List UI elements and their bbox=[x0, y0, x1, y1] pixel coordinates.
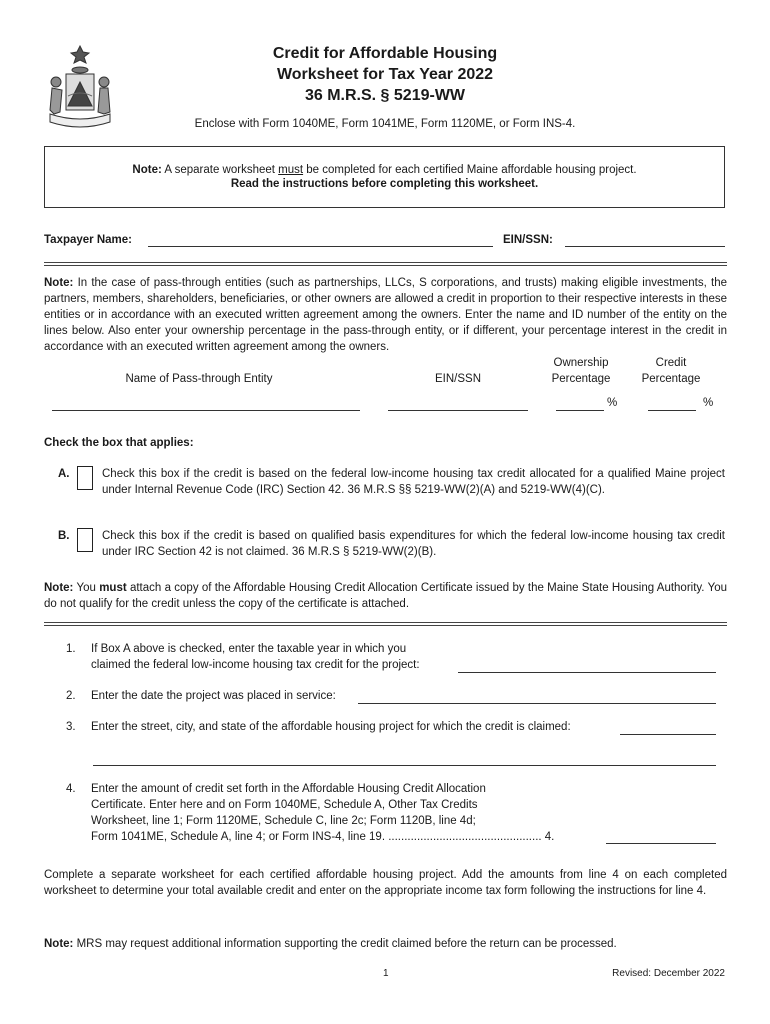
line-4-number: 4. bbox=[66, 783, 76, 795]
line-4-text-b: Certificate. Enter here and on Form 1040ME, Schedule A, Other Tax Credits bbox=[91, 799, 478, 811]
line-1-field[interactable] bbox=[458, 672, 716, 673]
credit-pct-sign: % bbox=[703, 397, 714, 409]
line-4-text-d: Form 1041ME, Schedule A, line 4; or Form INS-4, line 19. ................................................ 4. bbox=[91, 831, 555, 843]
line-1-text-b: claimed the federal low-income housing tax credit for the project: bbox=[91, 659, 420, 671]
box-b-label: B. bbox=[58, 530, 70, 542]
col-credit-2: Percentage bbox=[641, 373, 701, 385]
lines-divider bbox=[44, 622, 727, 626]
col-ownership-2: Percentage bbox=[551, 373, 611, 385]
taxpayer-name-label: Taxpayer Name: bbox=[44, 234, 132, 246]
line-4-text-a: Enter the amount of credit set forth in the Affordable Housing Credit Allocation bbox=[91, 783, 486, 795]
passthrough-note: Note: In the case of pass-through entities (such as partnerships, LLCs, S corporations, and trusts) making eligible investments, the partners, members, shareholders, beneficiaries, or other owners are allowed a credit in proportion to their respective interests in these entities or in accordance with an executed written agreement among the owners. Enter the name and ID number of the entity on the lines below. Also enter your ownership percentage in the pass-through entity, or if different, your percentage interest in the credit in accordance with an executed written agreement among the owners. bbox=[44, 277, 727, 353]
line-3-field-a[interactable] bbox=[620, 734, 716, 735]
ownership-pct-sign: % bbox=[607, 397, 618, 409]
col-ownership-1: Ownership bbox=[553, 357, 609, 369]
title-line-2: Worksheet for Tax Year 2022 bbox=[276, 66, 494, 83]
col-entity-name: Name of Pass-through Entity bbox=[125, 373, 273, 385]
page-number: 1 bbox=[383, 968, 389, 979]
box-b-checkbox[interactable] bbox=[77, 528, 93, 552]
taxpayer-name-field[interactable] bbox=[148, 246, 493, 247]
complete-instructions: Complete a separate worksheet for each certified affordable housing project. Add the amounts from line 4 on each completed worksheet to determine your total available credit and enter on the appropriate income tax form following the instructions for line 4. bbox=[44, 869, 727, 897]
col-ein: EIN/SSN bbox=[434, 373, 481, 385]
title-line-1: Credit for Affordable Housing bbox=[272, 45, 498, 62]
credit-pct-field[interactable] bbox=[648, 410, 696, 411]
entity-ein-field[interactable] bbox=[388, 410, 528, 411]
box-a-label: A. bbox=[58, 468, 70, 480]
line-3-field-b[interactable] bbox=[93, 765, 716, 766]
col-credit-1: Credit bbox=[655, 357, 687, 369]
line-2-field[interactable] bbox=[358, 703, 716, 704]
attach-note: Note: You must attach a copy of the Affordable Housing Credit Allocation Certificate issued by the Maine State Housing Authority. You do not qualify for the credit unless the copy of the certificate is attached. bbox=[44, 582, 727, 610]
note-line-2: Read the instructions before completing this worksheet. bbox=[230, 178, 539, 190]
box-b-text: Check this box if the credit is based on qualified basis expenditures for which the federal low-income housing tax credit under IRC Section 42 is not claimed. 36 M.R.S § 5219-WW(2)(B). bbox=[102, 530, 725, 558]
enclose-instruction: Enclose with Form 1040ME, Form 1041ME, Form 1120ME, or Form INS-4. bbox=[194, 118, 576, 130]
line-2-text: Enter the date the project was placed in service: bbox=[91, 690, 336, 702]
entity-name-field[interactable] bbox=[52, 410, 360, 411]
line-1-text-a: If Box A above is checked, enter the taxable year in which you bbox=[91, 643, 407, 655]
ein-label: EIN/SSN: bbox=[503, 234, 553, 246]
line-4-text-c: Worksheet, line 1; Form 1120ME, Schedule C, line 2c; Form 1120B, line 4d; bbox=[91, 815, 476, 827]
line-3-text: Enter the street, city, and state of the affordable housing project for which the credit is claimed: bbox=[91, 721, 571, 733]
line-4-field[interactable] bbox=[606, 843, 716, 844]
line-3-number: 3. bbox=[66, 721, 76, 733]
note-line-1: Note: A separate worksheet must be completed for each certified Maine affordable housing project. bbox=[132, 164, 637, 176]
line-1-number: 1. bbox=[66, 643, 76, 655]
check-heading: Check the box that applies: bbox=[44, 437, 194, 449]
ownership-pct-field[interactable] bbox=[556, 410, 604, 411]
mrs-note: Note: MRS may request additional information supporting the credit claimed before the return can be processed. bbox=[44, 938, 617, 950]
box-a-text: Check this box if the credit is based on the federal low-income housing tax credit allocated for a qualified Maine project under Internal Revenue Code (IRC) Section 42. 36 M.R.S §§ 5219-WW(2)(A) and 5219-WW(4)(C). bbox=[102, 468, 725, 496]
ein-field[interactable] bbox=[565, 246, 725, 247]
note-box bbox=[44, 146, 725, 208]
box-a-checkbox[interactable] bbox=[77, 466, 93, 490]
line-2-number: 2. bbox=[66, 690, 76, 702]
section-divider bbox=[44, 262, 727, 266]
revised-date: Revised: December 2022 bbox=[612, 968, 725, 979]
title-line-3: 36 M.R.S. § 5219-WW bbox=[304, 87, 466, 104]
